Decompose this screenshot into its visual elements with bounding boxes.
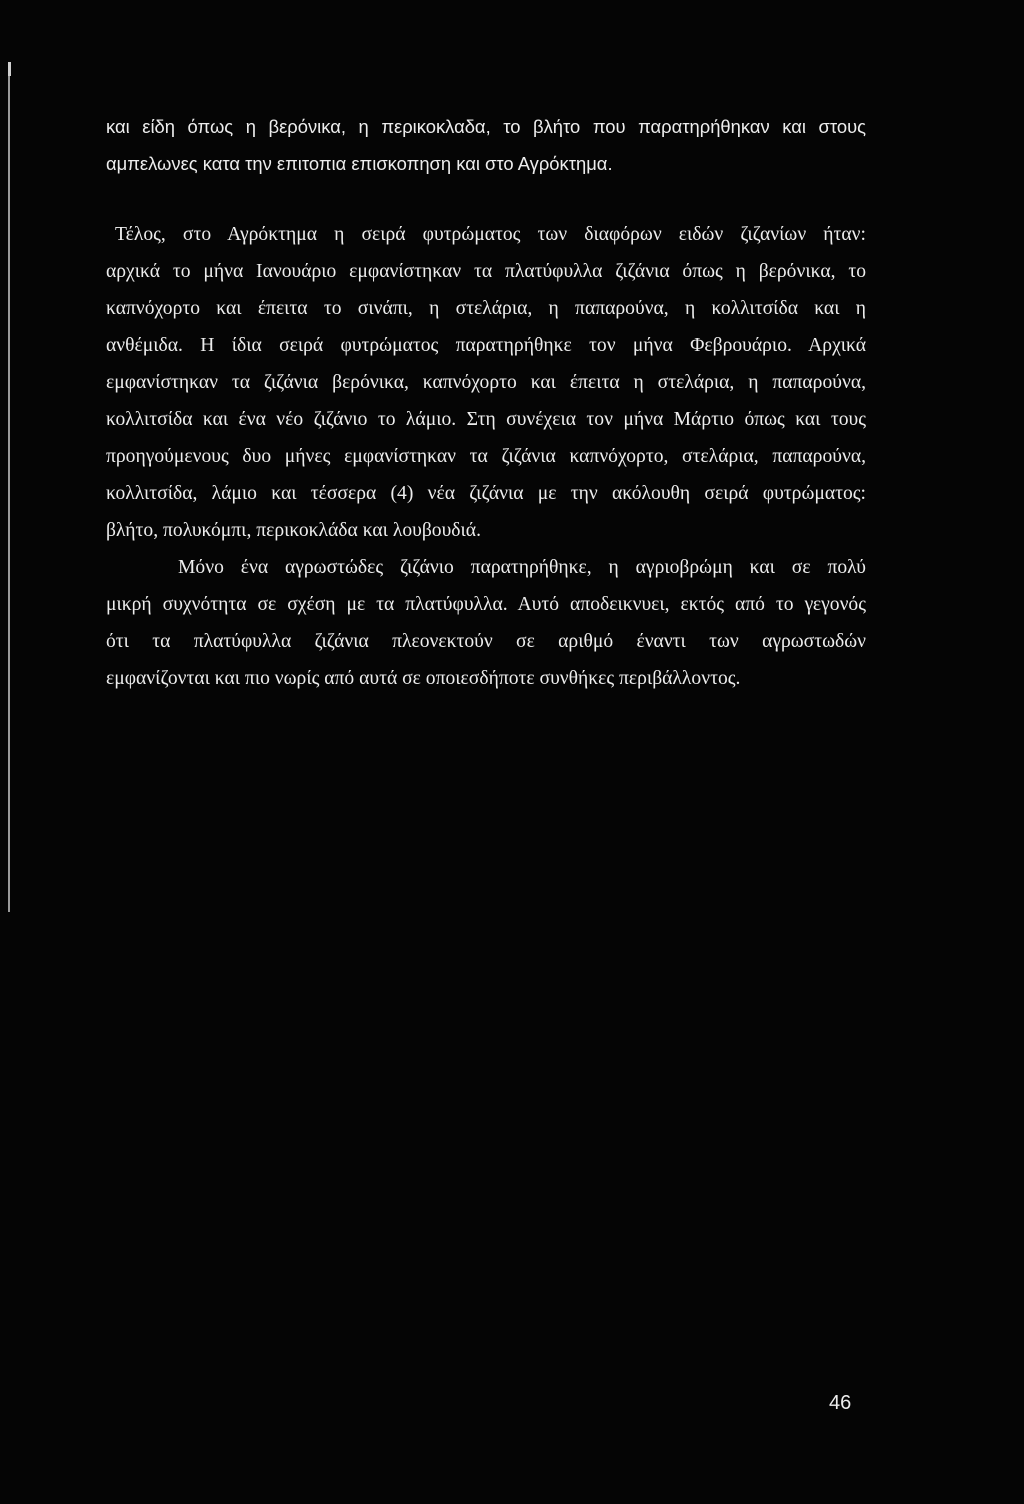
- page-edge-line: [8, 62, 10, 912]
- text-line: κολλιτσίδα, λάμιο και τέσσερα (4) νέα ζιζάνια με την ακόλουθη σειρά φυτρώματος:: [106, 483, 866, 504]
- page-number: 46: [829, 1392, 852, 1414]
- paragraph-2: [106, 221, 866, 544]
- text-line: ότι τα πλατύφυλλα ζιζάνια πλεονεκτούν σε αριθμό έναντι των αγρωστωδών: [106, 631, 866, 652]
- text-line: μικρή συχνότητα σε σχέση με τα πλατύφυλλα. Αυτό αποδεικνυει, εκτός από το γεγονός: [106, 594, 866, 615]
- text-line: και είδη όπως η βερόνικα, η περικοκλαδα, το βλήτο που παρατηρήθηκαν και στους: [106, 116, 866, 137]
- text-line: καπνόχορτο και έπειτα το σινάπι, η στελάρια, η παπαρούνα, η κολλιτσίδα και η: [106, 298, 866, 319]
- text-line: αρχικά το μήνα Ιανουάριο εμφανίστηκαν τα πλατύφυλλα ζιζάνια όπως η βερόνικα, το: [106, 261, 866, 282]
- text-line: Μόνο ένα αγρωστώδες ζιζάνιο παρατηρήθηκε, η αγριοβρώμη και σε πολύ: [178, 557, 866, 578]
- text-line: κολλιτσίδα και ένα νέο ζιζάνιο το λάμιο. Στη συνέχεια τον μήνα Μάρτιο όπως και τους: [106, 409, 866, 430]
- text-line: εμφανίστηκαν τα ζιζάνια βερόνικα, καπνόχορτο και έπειτα η στελάρια, η παπαρούνα,: [106, 372, 866, 393]
- text-line: εμφανίζονται και πιο νωρίς από αυτά σε οποιεσδήποτε συνθήκες περιβάλλοντος.: [106, 668, 741, 689]
- text-line: ανθέμιδα. Η ίδια σειρά φυτρώματος παρατηρήθηκε τον μήνα Φεβρουάριο. Αρχικά: [106, 335, 866, 356]
- document-body: [106, 113, 866, 692]
- page-edge-mark: [8, 62, 11, 76]
- text-line: Τέλος, στο Αγρόκτημα η σειρά φυτρώματος των διαφόρων ειδών ζιζανίων ήταν:: [115, 224, 866, 245]
- paragraph-1: [106, 113, 866, 177]
- text-line: αμπελωνες κατα την επιτοπια επισκοπηση και στο Αγρόκτημα.: [106, 153, 613, 174]
- text-line: προηγούμενους δυο μήνες εμφανίστηκαν τα ζιζάνια καπνόχορτο, στελάρια, παπαρούνα,: [106, 446, 866, 467]
- paragraph-3: [106, 554, 866, 692]
- text-line: βλήτο, πολυκόμπι, περικοκλάδα και λουβουδιά.: [106, 520, 481, 541]
